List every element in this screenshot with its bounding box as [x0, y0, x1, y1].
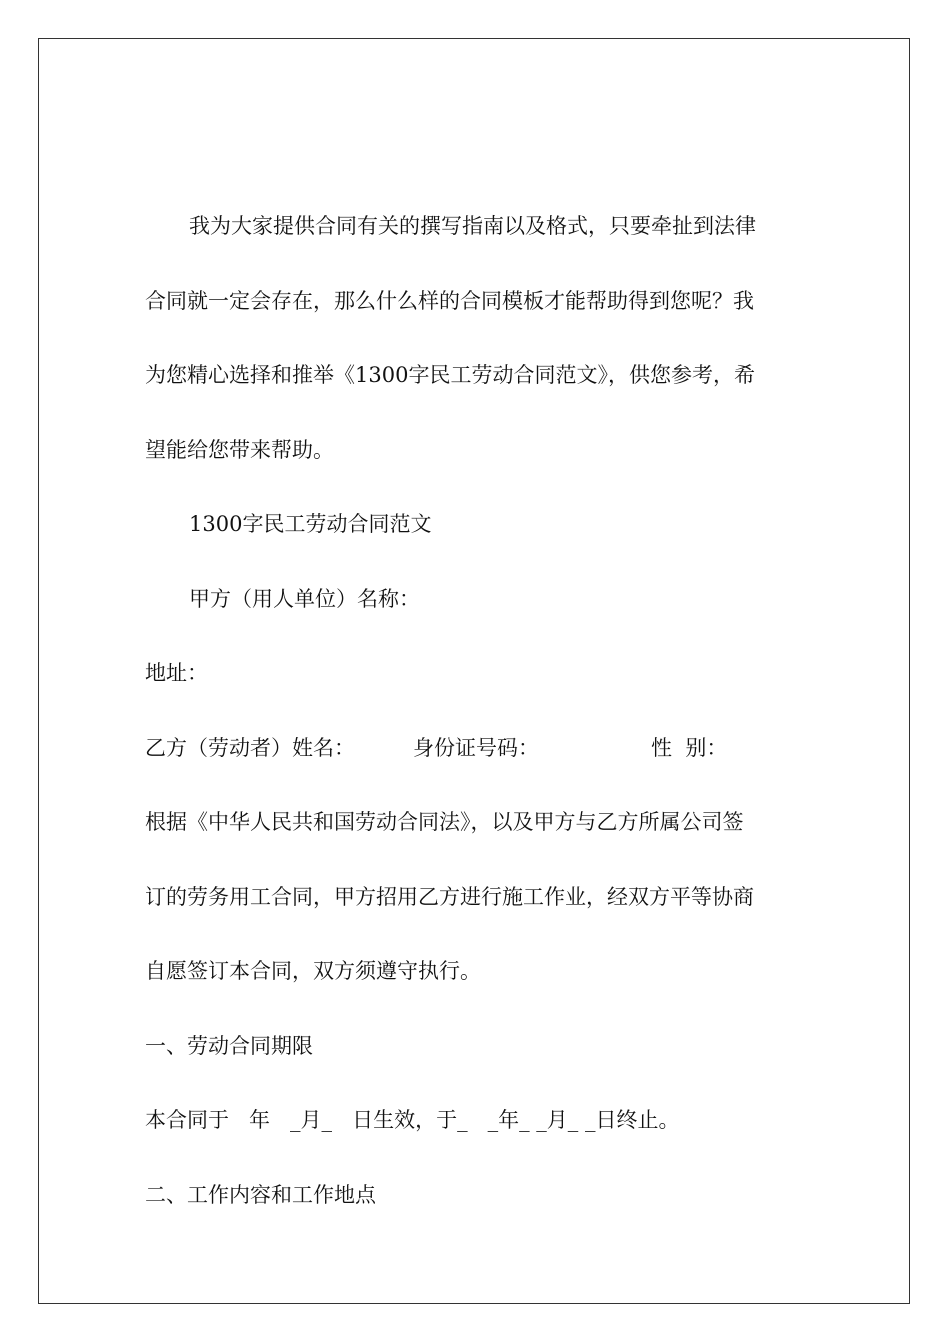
gender-label: 性 别：	[651, 735, 728, 760]
address-label: 地址：	[145, 661, 208, 685]
section-2-title: 二、工作内容和工作地点	[145, 1182, 376, 1207]
party-b-info	[145, 722, 805, 797]
intro-line-2: 合同就一定会存在，那么什么样的合同模板才能帮助得到您呢？我	[145, 288, 754, 313]
document-body	[145, 200, 805, 1243]
intro-line-3: 为您精心选择和推举《1300字民工劳动合同范文》，供您参考，希	[145, 363, 755, 387]
party-b-name-label: 乙方（劳动者）姓名：	[145, 735, 355, 760]
id-number-label: 身份证号码：	[413, 735, 539, 760]
preamble-line-1: 根据《中华人民共和国劳动合同法》，以及甲方与乙方所属公司签	[145, 810, 744, 834]
party-a-name: 甲方（用人单位）名称：	[189, 586, 420, 611]
document-heading: 1300字民工劳动合同范文	[189, 512, 432, 536]
intro-line-1: 我为大家提供合同有关的撰写指南以及格式，只要牵扯到法律	[189, 214, 756, 238]
intro-line-4: 望能给您带来帮助。	[145, 437, 334, 462]
preamble-line-2: 订的劳务用工合同，甲方招用乙方进行施工作业，经双方平等协商	[145, 884, 754, 909]
preamble-line-3: 自愿签订本合同，双方须遵守执行。	[145, 959, 481, 983]
contract-term-line: 本合同于 年 _月_ 日生效，于_ _年_ _月_ _日终止。	[145, 1108, 680, 1132]
section-1-title: 一、劳动合同期限	[145, 1033, 313, 1058]
